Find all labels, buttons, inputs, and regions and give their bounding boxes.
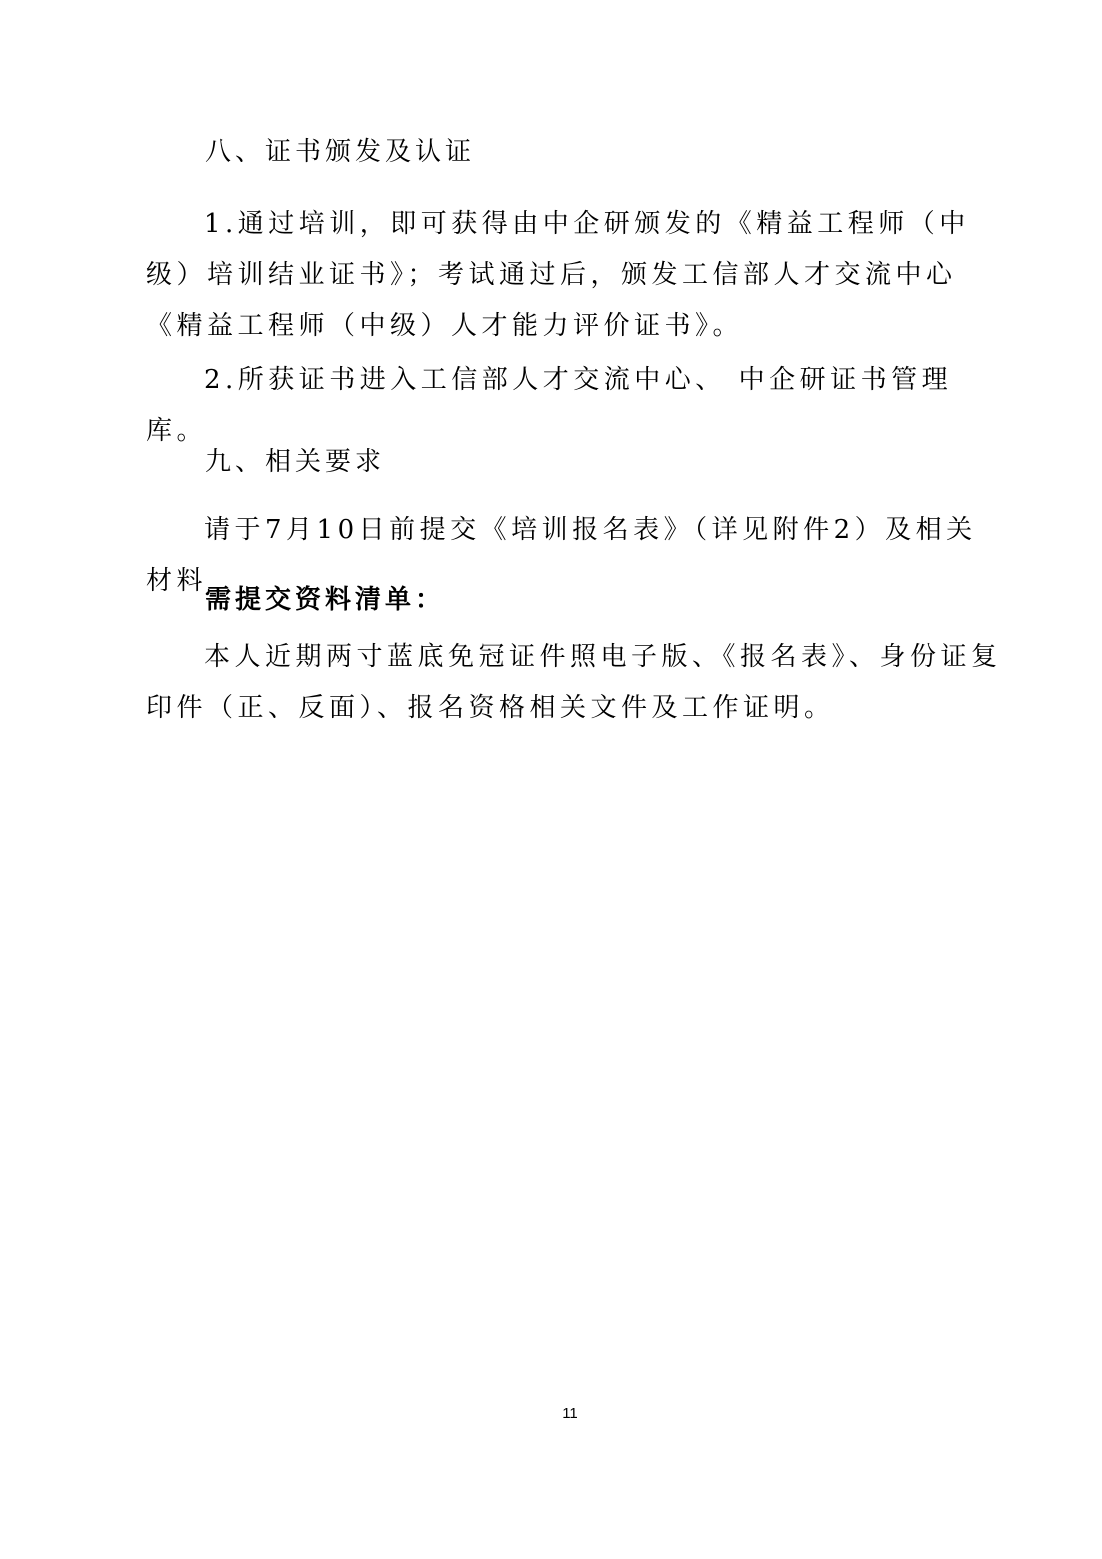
section-8-item-1: 1.通过培训，即可获得由中企研颁发的《精益工程师（中级）培训结业证书》；考试通过后，颁发工信部人才交流中心《精益工程师（中级）人才能力评价证书》。	[146, 209, 970, 341]
materials-list: 本人近期两寸蓝底免冠证件照电子版、《报名表》、身份证复印件（正、反面）、报名资格相关文件及工作证明。	[146, 642, 1002, 723]
submission-deadline: 请于7月10日前提交《培训报名表》（详见附件2）及相关材料	[146, 515, 977, 596]
section-8-item-2: 2.所获证书进入工信部人才交流中心、 中企研证书管理库。	[146, 365, 953, 446]
section-8-heading: 八、证书颁发及认证	[205, 137, 476, 167]
page-number: 11	[562, 1405, 578, 1422]
materials-title: 需提交资料清单：	[205, 585, 446, 615]
section-9-heading: 九、相关要求	[205, 447, 386, 477]
